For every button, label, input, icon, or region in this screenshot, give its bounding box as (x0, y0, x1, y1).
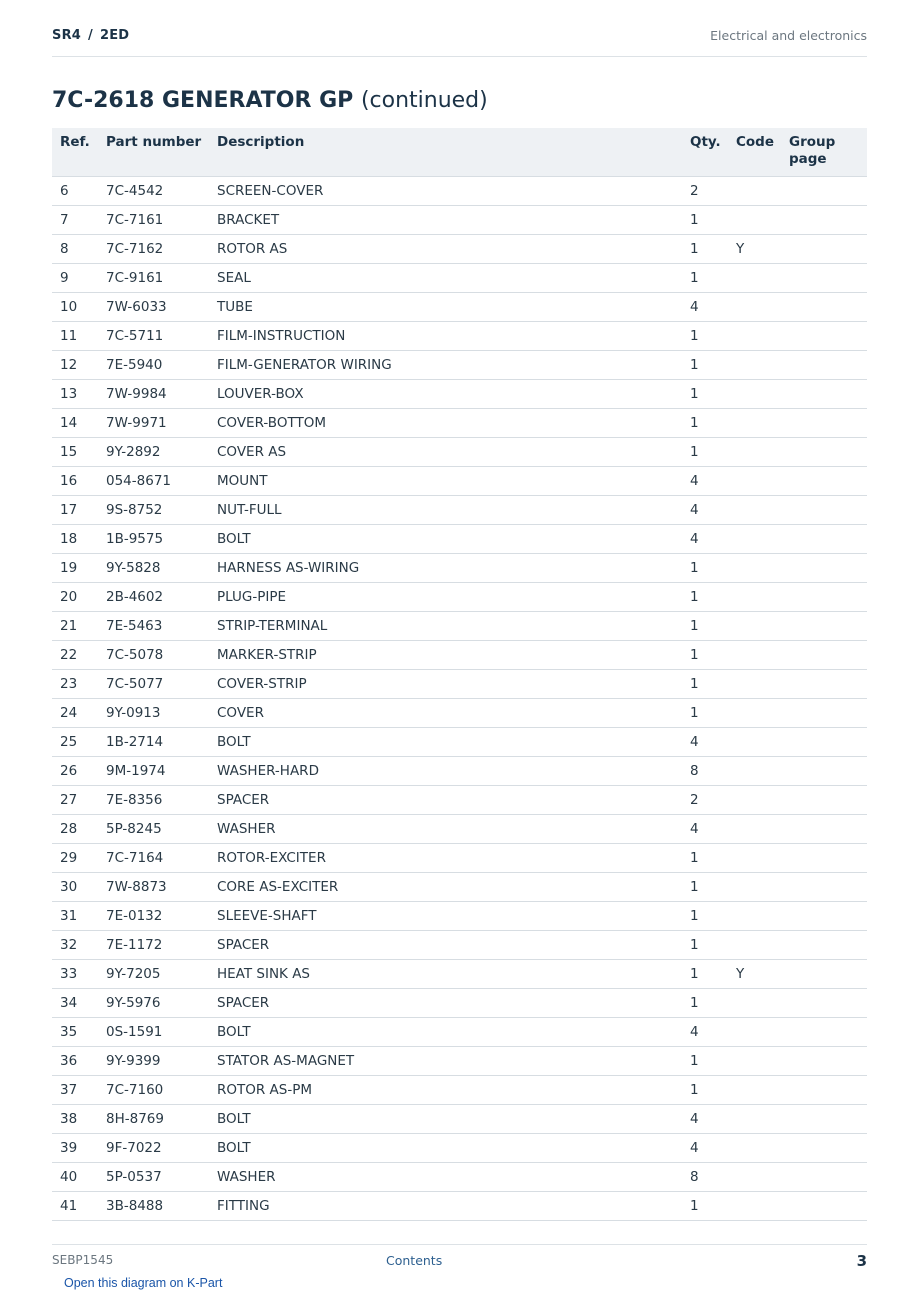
cell-group-page (781, 206, 867, 235)
cell-description: CORE AS-EXCITER (209, 873, 682, 902)
cell-part-number: 7C-9161 (98, 264, 209, 293)
cell-group-page (781, 728, 867, 757)
table-row (52, 815, 867, 844)
cell-code (728, 1018, 781, 1047)
table-row (52, 1163, 867, 1192)
table-row (52, 293, 867, 322)
cell-ref: 8 (52, 235, 98, 264)
breadcrumb-series: 2ED (99, 28, 130, 43)
cell-code (728, 757, 781, 786)
cell-description: TUBE (209, 293, 682, 322)
table-row (52, 641, 867, 670)
cell-part-number: 9Y-5976 (98, 989, 209, 1018)
cell-ref: 30 (52, 873, 98, 902)
cell-group-page (781, 235, 867, 264)
cell-description: STATOR AS-MAGNET (209, 1047, 682, 1076)
cell-group-page (781, 641, 867, 670)
table-row (52, 960, 867, 989)
cell-ref: 15 (52, 438, 98, 467)
table-row (52, 177, 867, 206)
cell-ref: 10 (52, 293, 98, 322)
breadcrumb (52, 28, 129, 43)
table-row (52, 496, 867, 525)
table-row (52, 409, 867, 438)
table-row (52, 1047, 867, 1076)
col-header-group-page: Group page (781, 128, 867, 177)
cell-qty: 1 (682, 206, 728, 235)
cell-qty: 1 (682, 612, 728, 641)
cell-description: BOLT (209, 728, 682, 757)
cell-description: SPACER (209, 931, 682, 960)
cell-group-page (781, 322, 867, 351)
cell-qty: 1 (682, 554, 728, 583)
cell-code (728, 1163, 781, 1192)
cell-qty: 1 (682, 960, 728, 989)
col-header-part-number: Part number (98, 128, 209, 177)
cell-code (728, 1047, 781, 1076)
cell-description: SPACER (209, 989, 682, 1018)
cell-qty: 4 (682, 1018, 728, 1047)
cell-qty: 1 (682, 409, 728, 438)
cell-group-page (781, 177, 867, 206)
cell-ref: 35 (52, 1018, 98, 1047)
cell-code (728, 525, 781, 554)
cell-ref: 36 (52, 1047, 98, 1076)
cell-ref: 20 (52, 583, 98, 612)
cell-description: FILM-INSTRUCTION (209, 322, 682, 351)
cell-ref: 12 (52, 351, 98, 380)
breadcrumb-separator: / (88, 28, 93, 43)
cell-part-number: 9Y-7205 (98, 960, 209, 989)
cell-code (728, 554, 781, 583)
cell-description: COVER-BOTTOM (209, 409, 682, 438)
table-row (52, 931, 867, 960)
cell-qty: 1 (682, 438, 728, 467)
cell-code: Y (728, 960, 781, 989)
cell-code (728, 612, 781, 641)
document-id: SEBP1545 (52, 1253, 114, 1267)
cell-qty: 1 (682, 931, 728, 960)
cell-description: BOLT (209, 525, 682, 554)
table-row (52, 1076, 867, 1105)
cell-group-page (781, 786, 867, 815)
table-row (52, 873, 867, 902)
cell-qty: 1 (682, 873, 728, 902)
cell-group-page (781, 1192, 867, 1221)
table-row (52, 757, 867, 786)
cell-qty: 1 (682, 844, 728, 873)
cell-description: LOUVER-BOX (209, 380, 682, 409)
parts-table-body (52, 177, 867, 1221)
cell-code (728, 1134, 781, 1163)
cell-code (728, 409, 781, 438)
cell-group-page (781, 960, 867, 989)
cell-code (728, 1192, 781, 1221)
cell-ref: 28 (52, 815, 98, 844)
cell-description: BOLT (209, 1134, 682, 1163)
table-row (52, 670, 867, 699)
cell-description: PLUG-PIPE (209, 583, 682, 612)
table-row (52, 467, 867, 496)
cell-group-page (781, 873, 867, 902)
cell-description: FILM-GENERATOR WIRING (209, 351, 682, 380)
cell-qty: 1 (682, 699, 728, 728)
cell-group-page (781, 1105, 867, 1134)
cell-ref: 39 (52, 1134, 98, 1163)
cell-ref: 37 (52, 1076, 98, 1105)
cell-part-number: 7E-8356 (98, 786, 209, 815)
cell-part-number: 7C-7164 (98, 844, 209, 873)
cell-code (728, 496, 781, 525)
table-row (52, 1105, 867, 1134)
cell-ref: 25 (52, 728, 98, 757)
cell-group-page (781, 989, 867, 1018)
cell-qty: 1 (682, 670, 728, 699)
cell-part-number: 7W-8873 (98, 873, 209, 902)
cell-code (728, 641, 781, 670)
cell-description: STRIP-TERMINAL (209, 612, 682, 641)
table-row (52, 235, 867, 264)
cell-code (728, 206, 781, 235)
cell-code (728, 322, 781, 351)
cell-ref: 23 (52, 670, 98, 699)
cell-ref: 18 (52, 525, 98, 554)
cell-part-number: 9Y-0913 (98, 699, 209, 728)
table-row (52, 1192, 867, 1221)
cell-description: WASHER (209, 815, 682, 844)
cell-part-number: 1B-9575 (98, 525, 209, 554)
cell-part-number: 7C-5077 (98, 670, 209, 699)
cell-code (728, 931, 781, 960)
cell-code (728, 728, 781, 757)
cell-qty: 1 (682, 989, 728, 1018)
cell-ref: 34 (52, 989, 98, 1018)
cell-group-page (781, 438, 867, 467)
kpart-diagram-link[interactable]: Open this diagram on K-Part (64, 1276, 223, 1290)
cell-group-page (781, 409, 867, 438)
cell-group-page (781, 380, 867, 409)
cell-group-page (781, 1076, 867, 1105)
page-footer (52, 1244, 867, 1275)
cell-group-page (781, 844, 867, 873)
cell-part-number: 7C-5711 (98, 322, 209, 351)
cell-group-page (781, 583, 867, 612)
cell-part-number: 5P-0537 (98, 1163, 209, 1192)
cell-qty: 1 (682, 380, 728, 409)
cell-ref: 41 (52, 1192, 98, 1221)
cell-qty: 1 (682, 902, 728, 931)
cell-code (728, 1076, 781, 1105)
table-row (52, 380, 867, 409)
cell-qty: 8 (682, 757, 728, 786)
cell-ref: 33 (52, 960, 98, 989)
cell-code: Y (728, 235, 781, 264)
cell-code (728, 989, 781, 1018)
cell-part-number: 3B-8488 (98, 1192, 209, 1221)
cell-code (728, 786, 781, 815)
cell-part-number: 7E-5463 (98, 612, 209, 641)
cell-part-number: 8H-8769 (98, 1105, 209, 1134)
cell-qty: 4 (682, 728, 728, 757)
cell-qty: 4 (682, 293, 728, 322)
table-row (52, 699, 867, 728)
cell-part-number: 7C-7161 (98, 206, 209, 235)
cell-part-number: 7C-5078 (98, 641, 209, 670)
cell-ref: 40 (52, 1163, 98, 1192)
cell-group-page (781, 1134, 867, 1163)
cell-description: SPACER (209, 786, 682, 815)
cell-group-page (781, 1047, 867, 1076)
cell-ref: 13 (52, 380, 98, 409)
cell-description: ROTOR-EXCITER (209, 844, 682, 873)
cell-ref: 14 (52, 409, 98, 438)
table-row (52, 989, 867, 1018)
col-header-description: Description (209, 128, 682, 177)
cell-ref: 38 (52, 1105, 98, 1134)
cell-group-page (781, 293, 867, 322)
cell-qty: 1 (682, 1047, 728, 1076)
table-row (52, 786, 867, 815)
section-label: Electrical and electronics (710, 28, 867, 43)
cell-qty: 2 (682, 177, 728, 206)
cell-qty: 1 (682, 351, 728, 380)
cell-part-number: 2B-4602 (98, 583, 209, 612)
table-row (52, 554, 867, 583)
cell-code (728, 438, 781, 467)
cell-code (728, 583, 781, 612)
cell-description: COVER (209, 699, 682, 728)
cell-qty: 4 (682, 815, 728, 844)
cell-part-number: 7C-4542 (98, 177, 209, 206)
table-row (52, 612, 867, 641)
cell-group-page (781, 670, 867, 699)
cell-qty: 4 (682, 467, 728, 496)
cell-group-page (781, 351, 867, 380)
table-row (52, 1018, 867, 1047)
cell-ref: 22 (52, 641, 98, 670)
cell-description: HARNESS AS-WIRING (209, 554, 682, 583)
cell-qty: 4 (682, 1105, 728, 1134)
cell-group-page (781, 496, 867, 525)
cell-group-page (781, 612, 867, 641)
cell-qty: 1 (682, 235, 728, 264)
contents-link[interactable]: Contents (386, 1253, 443, 1268)
cell-qty: 4 (682, 496, 728, 525)
breadcrumb-model: SR4 (52, 28, 82, 43)
cell-ref: 16 (52, 467, 98, 496)
cell-ref: 21 (52, 612, 98, 641)
cell-part-number: 7W-6033 (98, 293, 209, 322)
col-header-code: Code (728, 128, 781, 177)
table-row (52, 583, 867, 612)
cell-part-number: 054-8671 (98, 467, 209, 496)
table-row (52, 728, 867, 757)
page-title (52, 88, 488, 113)
cell-group-page (781, 1018, 867, 1047)
cell-group-page (781, 757, 867, 786)
cell-part-number: 9S-8752 (98, 496, 209, 525)
cell-code (728, 351, 781, 380)
cell-description: SEAL (209, 264, 682, 293)
cell-code (728, 815, 781, 844)
cell-code (728, 467, 781, 496)
table-row (52, 1134, 867, 1163)
cell-code (728, 670, 781, 699)
cell-ref: 31 (52, 902, 98, 931)
cell-part-number: 9Y-2892 (98, 438, 209, 467)
parts-table (52, 128, 867, 1221)
cell-qty: 1 (682, 641, 728, 670)
cell-part-number: 5P-8245 (98, 815, 209, 844)
cell-description: WASHER-HARD (209, 757, 682, 786)
cell-ref: 24 (52, 699, 98, 728)
cell-part-number: 7E-0132 (98, 902, 209, 931)
cell-qty: 4 (682, 1134, 728, 1163)
cell-part-number: 7C-7162 (98, 235, 209, 264)
cell-description: FITTING (209, 1192, 682, 1221)
cell-qty: 1 (682, 1076, 728, 1105)
cell-code (728, 1105, 781, 1134)
cell-part-number: 9F-7022 (98, 1134, 209, 1163)
cell-part-number: 9Y-5828 (98, 554, 209, 583)
cell-description: COVER-STRIP (209, 670, 682, 699)
cell-ref: 7 (52, 206, 98, 235)
cell-qty: 4 (682, 525, 728, 554)
cell-description: ROTOR AS-PM (209, 1076, 682, 1105)
table-row (52, 206, 867, 235)
cell-group-page (781, 815, 867, 844)
page-header (52, 28, 867, 57)
cell-description: MOUNT (209, 467, 682, 496)
cell-group-page (781, 902, 867, 931)
cell-ref: 9 (52, 264, 98, 293)
cell-ref: 26 (52, 757, 98, 786)
cell-ref: 17 (52, 496, 98, 525)
cell-description: ROTOR AS (209, 235, 682, 264)
cell-description: COVER AS (209, 438, 682, 467)
cell-description: WASHER (209, 1163, 682, 1192)
cell-ref: 19 (52, 554, 98, 583)
cell-qty: 1 (682, 583, 728, 612)
table-row (52, 322, 867, 351)
cell-ref: 11 (52, 322, 98, 351)
cell-group-page (781, 554, 867, 583)
col-header-ref: Ref. (52, 128, 98, 177)
cell-qty: 2 (682, 786, 728, 815)
cell-part-number: 7W-9971 (98, 409, 209, 438)
cell-group-page (781, 1163, 867, 1192)
cell-qty: 1 (682, 1192, 728, 1221)
cell-code (728, 873, 781, 902)
cell-ref: 6 (52, 177, 98, 206)
cell-description: NUT-FULL (209, 496, 682, 525)
cell-description: SLEEVE-SHAFT (209, 902, 682, 931)
cell-qty: 1 (682, 322, 728, 351)
cell-code (728, 699, 781, 728)
cell-part-number: 0S-1591 (98, 1018, 209, 1047)
cell-code (728, 293, 781, 322)
cell-code (728, 902, 781, 931)
cell-code (728, 380, 781, 409)
cell-description: MARKER-STRIP (209, 641, 682, 670)
cell-part-number: 9M-1974 (98, 757, 209, 786)
cell-group-page (781, 525, 867, 554)
cell-group-page (781, 931, 867, 960)
cell-description: BOLT (209, 1018, 682, 1047)
cell-part-number: 7E-5940 (98, 351, 209, 380)
title-suffix: (continued) (360, 88, 488, 113)
cell-description: SCREEN-COVER (209, 177, 682, 206)
cell-group-page (781, 467, 867, 496)
table-row (52, 902, 867, 931)
cell-code (728, 844, 781, 873)
title-main: 7C-2618 GENERATOR GP (52, 88, 354, 113)
cell-ref: 32 (52, 931, 98, 960)
table-row (52, 351, 867, 380)
cell-description: HEAT SINK AS (209, 960, 682, 989)
table-row (52, 844, 867, 873)
parts-table-container (52, 128, 867, 1221)
cell-group-page (781, 264, 867, 293)
cell-part-number: 7E-1172 (98, 931, 209, 960)
cell-description: BRACKET (209, 206, 682, 235)
table-row (52, 525, 867, 554)
cell-part-number: 1B-2714 (98, 728, 209, 757)
cell-description: BOLT (209, 1105, 682, 1134)
cell-code (728, 177, 781, 206)
cell-part-number: 9Y-9399 (98, 1047, 209, 1076)
table-row (52, 264, 867, 293)
cell-qty: 1 (682, 264, 728, 293)
col-header-qty: Qty. (682, 128, 728, 177)
cell-group-page (781, 699, 867, 728)
cell-part-number: 7C-7160 (98, 1076, 209, 1105)
cell-qty: 8 (682, 1163, 728, 1192)
cell-ref: 29 (52, 844, 98, 873)
cell-part-number: 7W-9984 (98, 380, 209, 409)
table-row (52, 438, 867, 467)
cell-ref: 27 (52, 786, 98, 815)
cell-code (728, 264, 781, 293)
page-number: 3 (856, 1252, 867, 1270)
table-header-row (52, 128, 867, 177)
